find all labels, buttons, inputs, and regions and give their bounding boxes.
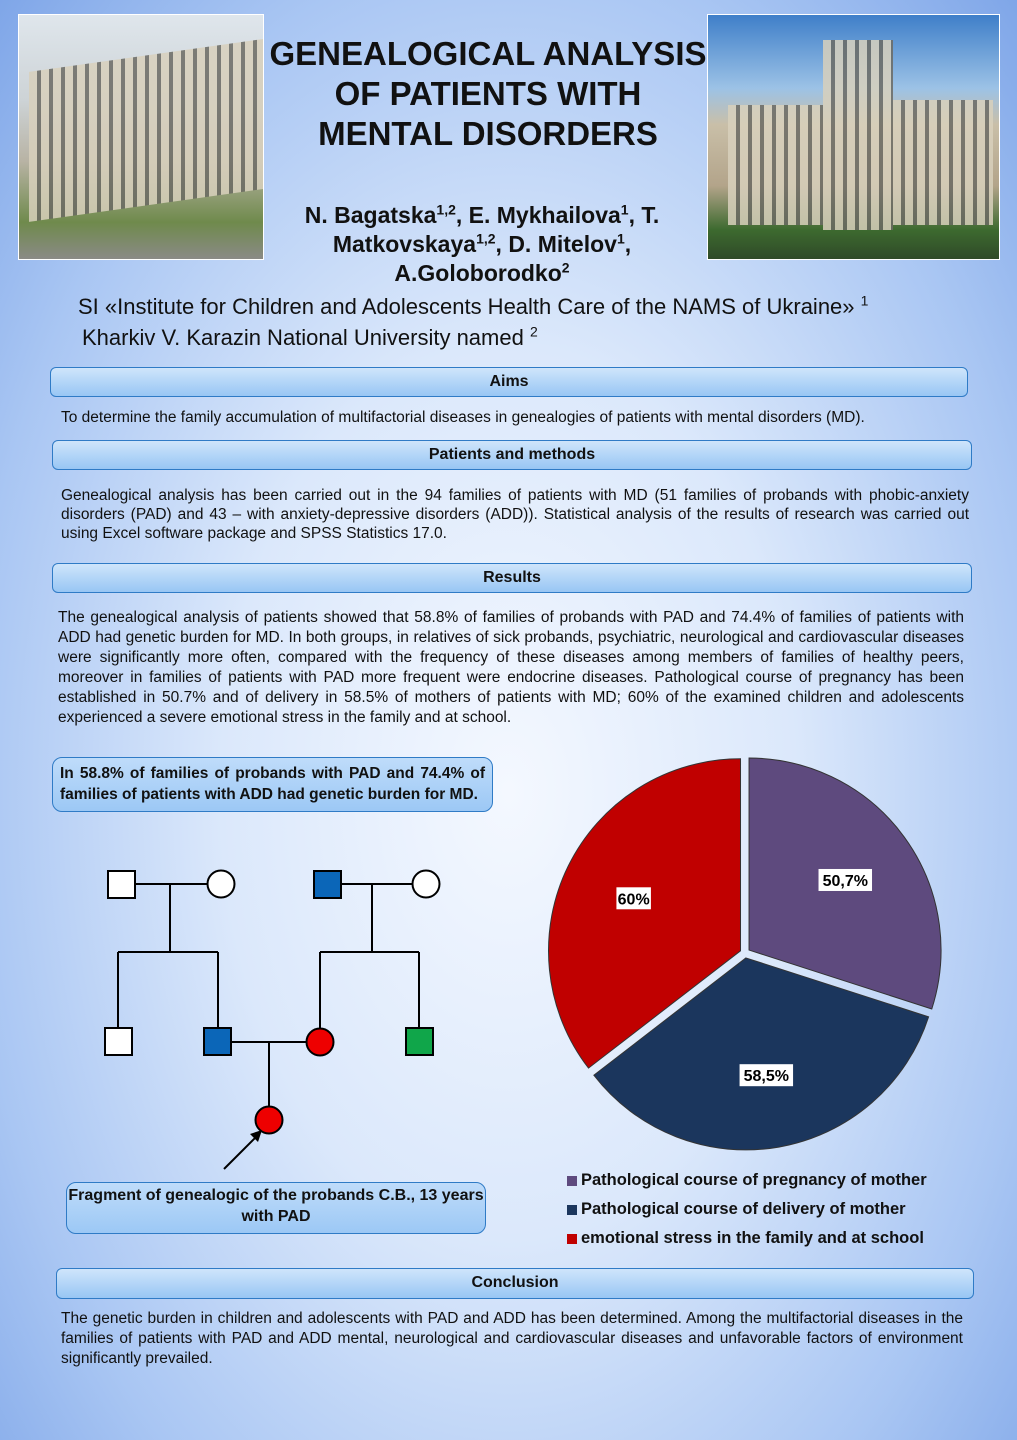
pie-data-label	[740, 1064, 794, 1086]
aims-text: To determine the family accumulation of multifactorial diseases in genealogies of patients with mental disorders (MD).	[61, 409, 865, 426]
legend-label: Pathological course of pregnancy of mother	[581, 1171, 927, 1189]
author-affiliation-sup: 2	[561, 259, 570, 276]
pedigree-caption: Fragment of genealogic of the probands C.B., 13 years with PAD	[66, 1182, 486, 1234]
legend-label: Pathological course of delivery of mother	[581, 1200, 906, 1218]
author-name: A.Goloborodko	[394, 260, 562, 286]
legend-label: emotional stress in the family and at school	[581, 1229, 924, 1247]
pie-label-text: 58,5%	[743, 1068, 789, 1086]
mother-affected-female	[307, 1029, 334, 1056]
genetic-burden-callout: In 58.8% of families of probands with PAD and 74.4% of families of patients with ADD had genetic burden for MD.	[52, 757, 493, 812]
affiliation-2-sup: 2	[529, 323, 538, 340]
author-name: D. Mitelov	[508, 231, 617, 257]
author-affiliation-sup: 1	[616, 230, 625, 247]
pie-label-text: 60%	[617, 891, 650, 909]
legend-swatch	[567, 1176, 577, 1186]
author-name: E. Mykhailova	[468, 202, 621, 228]
pie-chart	[540, 750, 960, 1160]
results-heading: Results	[52, 563, 972, 593]
grandmother-maternal-female	[413, 871, 440, 898]
affiliation-1-sup: 1	[860, 292, 869, 309]
legend-item-stress	[567, 1224, 927, 1253]
author-affiliation-sup: 1,2	[476, 230, 496, 247]
affiliation-1-text: SI «Institute for Children and Adolescents Health Care of the NAMS of Ukraine»	[78, 294, 855, 319]
author-name: T. Matkovskaya	[332, 202, 660, 257]
author-affiliation-sup: 1,2	[436, 201, 456, 218]
poster-title: GENEALOGICAL ANALYSIS OF PATIENTS WITH MENTAL DISORDERS	[269, 35, 707, 152]
conclusion-heading: Conclusion	[56, 1268, 974, 1299]
methods-heading: Patients and methods	[52, 440, 972, 470]
author-name: N. Bagatska	[304, 202, 437, 228]
affiliation-2-text: Kharkiv V. Karazin National University named	[82, 325, 524, 350]
university-building-photo	[707, 14, 1000, 260]
results-text: The genealogical analysis of patients showed that 58.8% of families of probands with PAD and 74.4% of families of patients with ADD had genetic burden for MD. In both groups, in relatives of sick probands, psychiatric, neurological and cardiovascular diseases were significantly more often, compared with the frequency of these diseases among members of families of healthy peers, moreover in families of patients with PAD more frequent were endocrine diseases. Pathological course of pregnancy has been established in 50.7% and of delivery in 58.5% of mothers of patients with MD; 60% of the examined children and adolescents experienced a severe emotional stress in the family and at school.	[58, 609, 964, 726]
uncle-male	[105, 1028, 132, 1055]
pie-data-label	[616, 887, 651, 909]
father-affected-male	[204, 1028, 231, 1055]
legend-item-delivery	[567, 1195, 927, 1224]
pedigree-diagram	[0, 0, 540, 1180]
legend-swatch	[567, 1234, 577, 1244]
proband-female	[256, 1107, 283, 1134]
authors: N. Bagatska$^{1,2}$, E. Mykhailova$^1$, T. Matkovskaya$^{1,2}$, D. Mitelov$^1$, A.Goloborodko$^2$	[304, 201, 660, 286]
proband-arrow	[224, 1135, 258, 1169]
legend-swatch	[567, 1205, 577, 1215]
grandmother-paternal-female	[208, 871, 235, 898]
grandfather-maternal-affected-male	[314, 871, 341, 898]
methods-text: Genealogical analysis has been carried out in the 94 families of patients with MD (51 families of probands with phobic-anxiety disorders (PAD) and 43 – with anxiety-depressive disorders (ADD)). Statistical analysis of the results of research was carried out using Excel software package and SPSS Statistics 17.0.	[61, 487, 969, 542]
legend-item-pregnancy	[567, 1166, 927, 1195]
pie-data-label	[819, 869, 873, 891]
conclusion-text: The genetic burden in children and adolescents with PAD and ADD has been determined. Among the multifactorial diseases in the families of patients with PAD and ADD mental, neurological and cardiovascular diseases and unfavorable factors of environment significantly prevailed.	[61, 1310, 963, 1367]
pie-legend	[567, 1166, 927, 1253]
grandfather-paternal-male	[108, 871, 135, 898]
uncle-affected-male	[406, 1028, 433, 1055]
author-affiliation-sup: 1	[620, 201, 629, 218]
aims-heading: Aims	[50, 367, 968, 397]
pie-label-text: 50,7%	[822, 872, 868, 890]
